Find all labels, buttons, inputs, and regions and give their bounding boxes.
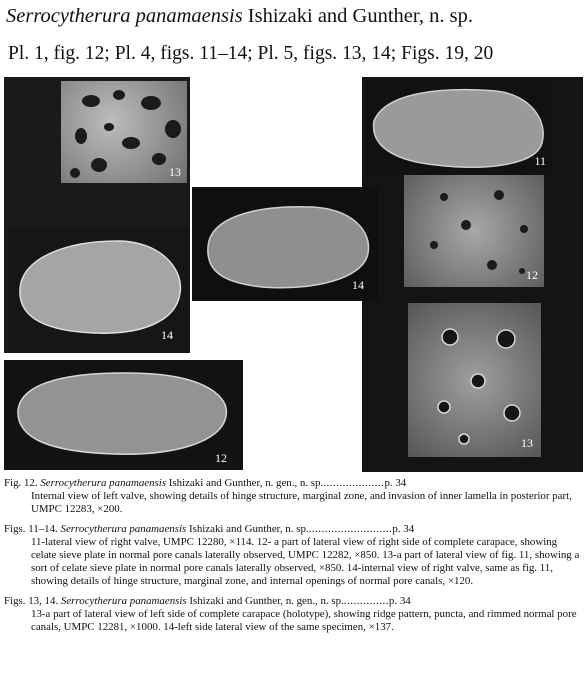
sieve-pattern: [404, 175, 544, 287]
caption-page: p. 34: [392, 522, 415, 535]
caption-leader: ..............: [343, 594, 389, 607]
caption-authority: Ishizaki and Gunther, n. gen., n. sp.: [189, 594, 344, 607]
species-title: [6, 5, 581, 28]
panel-label: 14: [352, 278, 364, 292]
panel-label: 14: [161, 328, 173, 342]
caption-page: p. 34: [388, 594, 411, 607]
caption-fig-number: Figs. 11–14.: [4, 522, 58, 535]
caption-figs-11-14: [4, 523, 582, 589]
panel-12-left-valve-internal: [4, 360, 243, 470]
panel-13-pore-canals: [408, 303, 541, 457]
valve-outline: [366, 81, 552, 175]
pore-pattern: [408, 303, 541, 457]
panel-13-surface-detail: [61, 81, 187, 183]
figure-captions: [4, 477, 582, 640]
species-authors: Ishizaki and Gunther, n. sp.: [247, 5, 473, 27]
caption-authority: Ishizaki and Gunther, n. sp.: [188, 522, 309, 535]
panel-label: 12: [215, 451, 227, 465]
caption-species: Serrocytherura panamaensis: [60, 594, 187, 607]
caption-leader: ...................: [323, 477, 385, 489]
caption-leader: ..........................: [308, 522, 393, 535]
caption-fig-number: Figs. 13, 14.: [4, 594, 59, 607]
caption-species: Serrocytherura panamaensis: [60, 522, 187, 535]
internal-valve-outline: [192, 187, 378, 301]
photo-plate: [4, 77, 583, 472]
panel-12-sieve-detail: [404, 175, 544, 287]
plates-line: Pl. 1, fig. 12; Pl. 4, figs. 11–14; Pl. 5, figs. 13, 14; Figs. 19, 20: [8, 43, 494, 64]
caption-species: Serrocytherura panamaensis: [40, 477, 167, 489]
caption-figs-13-14: [4, 595, 582, 635]
caption-fig-12: [4, 477, 582, 517]
caption-text: Internal view of left valve, showing details of hinge structure, marginal zone, and invasion of inner lamella in posterior part, UMPC 12283, ×200.: [31, 490, 572, 516]
caption-authority: Ishizaki and Gunther, n. gen., n. sp.: [168, 477, 324, 489]
panel-label: 13: [169, 165, 181, 179]
panel-14-internal-view: [192, 187, 378, 301]
caption-page: p. 34: [384, 477, 407, 489]
caption-text: 13-a part of lateral view of left side of complete carapace (holotype), showing ridge pattern, puncta, and rimmed normal pore canals, UMPC 12281, ×1000. 14-left side lateral view of the same specimen, ×137.: [31, 607, 577, 634]
panel-label: 12: [526, 268, 538, 282]
panel-label: 13: [521, 436, 533, 450]
panel-14-left-lateral: [8, 227, 189, 353]
panel-11-lateral-view: [366, 81, 552, 175]
species-name: Serrocytherura panamaensis: [6, 5, 243, 27]
left-valve-outline: [4, 360, 243, 470]
panel-label: 11: [534, 154, 546, 168]
caption-text: 11-lateral view of right valve, UMPC 12280, ×114. 12- a part of lateral view of right side of complete carapace, showing celate sieve plate in normal pore canals laterally observed, UMPC 12282, ×850. 13-a part of lateral view of fig. 11, showing a sort of celate sieve plate in normal pore canals laterally observed, ×850. 14-internal view of right valve, same as fig. 11, showing details of hinge structure, marginal zone, and internal openings of normal pore canals, ×120.: [31, 535, 580, 588]
caption-fig-number: Fig. 12.: [4, 477, 38, 489]
